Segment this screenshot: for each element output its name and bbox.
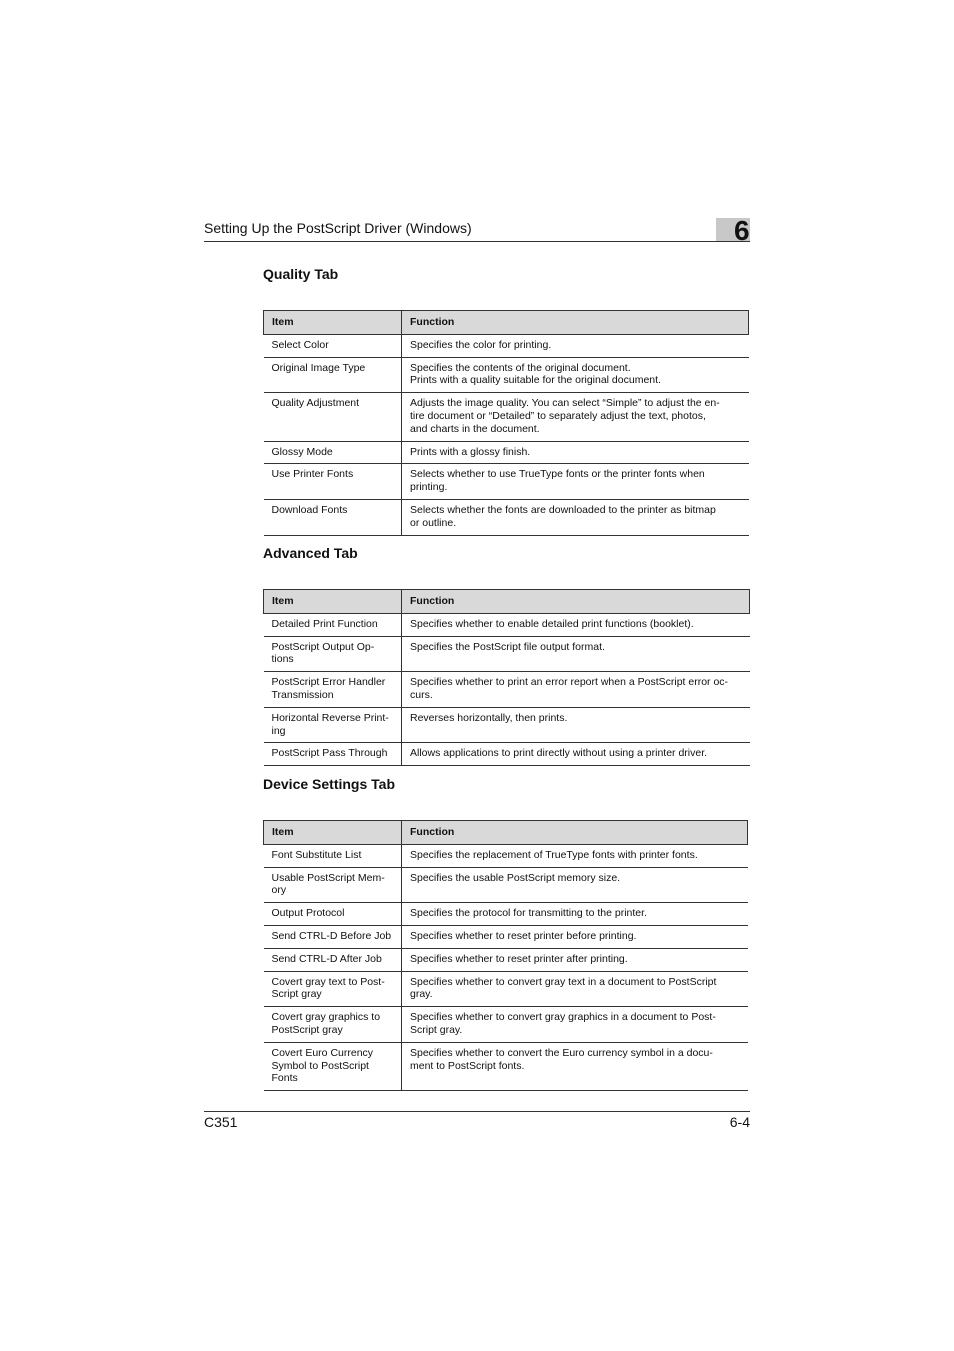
item-cell: Quality Adjustment: [264, 393, 402, 441]
table-row: [264, 948, 748, 971]
table-row: [264, 499, 749, 535]
item-cell: PostScript Pass Through: [264, 743, 402, 766]
chapter-number: 6: [734, 215, 750, 246]
table-row: [264, 464, 749, 500]
table-row: [264, 441, 749, 464]
table-row: [264, 707, 750, 743]
table-row: [264, 613, 750, 636]
item-cell: PostScript Output Op- tions: [264, 636, 402, 672]
function-cell: Specifies the PostScript file output format.: [402, 636, 750, 672]
header-rule: [204, 241, 750, 242]
table-row: [264, 334, 749, 357]
column-header-item: Item: [264, 590, 402, 614]
function-cell: Specifies whether to reset printer before printing.: [402, 925, 748, 948]
table-row: [264, 1007, 748, 1043]
column-header-function: Function: [402, 821, 748, 845]
table-row: [264, 971, 748, 1007]
item-cell: Covert Euro Currency Symbol to PostScript Fonts: [264, 1042, 402, 1090]
item-cell: Font Substitute List: [264, 844, 402, 867]
item-cell: Original Image Type: [264, 357, 402, 393]
table-row: [264, 844, 748, 867]
table-header-row: [264, 590, 750, 614]
function-cell: Selects whether the fonts are downloaded to the printer as bitmap or outline.: [402, 499, 749, 535]
table-header-row: [264, 311, 749, 335]
function-cell: Allows applications to print directly without using a printer driver.: [402, 743, 750, 766]
footer-model-name: C351: [204, 1114, 238, 1130]
device-settings-table: [263, 820, 748, 1091]
item-cell: Download Fonts: [264, 499, 402, 535]
function-cell: Specifies whether to convert the Euro currency symbol in a docu- ment to PostScript fonts.: [402, 1042, 748, 1090]
section-title-device-settings: Device Settings Tab: [263, 776, 396, 792]
item-cell: Covert gray text to Post- Script gray: [264, 971, 402, 1007]
item-cell: Send CTRL-D Before Job: [264, 925, 402, 948]
footer-page-number: 6-4: [729, 1114, 750, 1130]
table-row: [264, 743, 750, 766]
item-cell: Covert gray graphics to PostScript gray: [264, 1007, 402, 1043]
table-row: [264, 903, 748, 926]
section-title-quality: Quality Tab: [263, 266, 339, 282]
table-row: [264, 357, 749, 393]
item-cell: Detailed Print Function: [264, 613, 402, 636]
function-cell: Adjusts the image quality. You can select “Simple” to adjust the en- tire document or “Detailed” to separately adjust the text, photos, and charts in the document.: [402, 393, 749, 441]
item-cell: Horizontal Reverse Print- ing: [264, 707, 402, 743]
item-cell: PostScript Error Handler Transmission: [264, 672, 402, 708]
quality-table: [263, 310, 749, 536]
advanced-table: [263, 589, 750, 766]
item-cell: Send CTRL-D After Job: [264, 948, 402, 971]
table-row: [264, 636, 750, 672]
table-row: [264, 672, 750, 708]
function-cell: Specifies whether to reset printer after printing.: [402, 948, 748, 971]
item-cell: Output Protocol: [264, 903, 402, 926]
item-cell: Usable PostScript Mem- ory: [264, 867, 402, 903]
function-cell: Specifies whether to convert gray graphics in a document to Post- Script gray.: [402, 1007, 748, 1043]
column-header-item: Item: [264, 311, 402, 335]
function-cell: Specifies the color for printing.: [402, 334, 749, 357]
table-row: [264, 867, 748, 903]
function-cell: Prints with a glossy finish.: [402, 441, 749, 464]
column-header-function: Function: [402, 590, 750, 614]
footer-rule: [204, 1111, 750, 1112]
function-cell: Specifies the usable PostScript memory size.: [402, 867, 748, 903]
column-header-function: Function: [402, 311, 749, 335]
table-header-row: [264, 821, 748, 845]
item-cell: Glossy Mode: [264, 441, 402, 464]
table-row: [264, 393, 749, 441]
function-cell: Selects whether to use TrueType fonts or the printer fonts when printing.: [402, 464, 749, 500]
function-cell: Reverses horizontally, then prints.: [402, 707, 750, 743]
table-row: [264, 1042, 748, 1090]
column-header-item: Item: [264, 821, 402, 845]
function-cell: Specifies the contents of the original document. Prints with a quality suitable for the original document.: [402, 357, 749, 393]
running-header-title: Setting Up the PostScript Driver (Windows): [204, 220, 472, 236]
function-cell: Specifies the protocol for transmitting to the printer.: [402, 903, 748, 926]
section-title-advanced: Advanced Tab: [263, 545, 358, 561]
function-cell: Specifies the replacement of TrueType fonts with printer fonts.: [402, 844, 748, 867]
function-cell: Specifies whether to convert gray text in a document to PostScript gray.: [402, 971, 748, 1007]
table-row: [264, 925, 748, 948]
item-cell: Use Printer Fonts: [264, 464, 402, 500]
function-cell: Specifies whether to print an error report when a PostScript error oc- curs.: [402, 672, 750, 708]
item-cell: Select Color: [264, 334, 402, 357]
function-cell: Specifies whether to enable detailed print functions (booklet).: [402, 613, 750, 636]
